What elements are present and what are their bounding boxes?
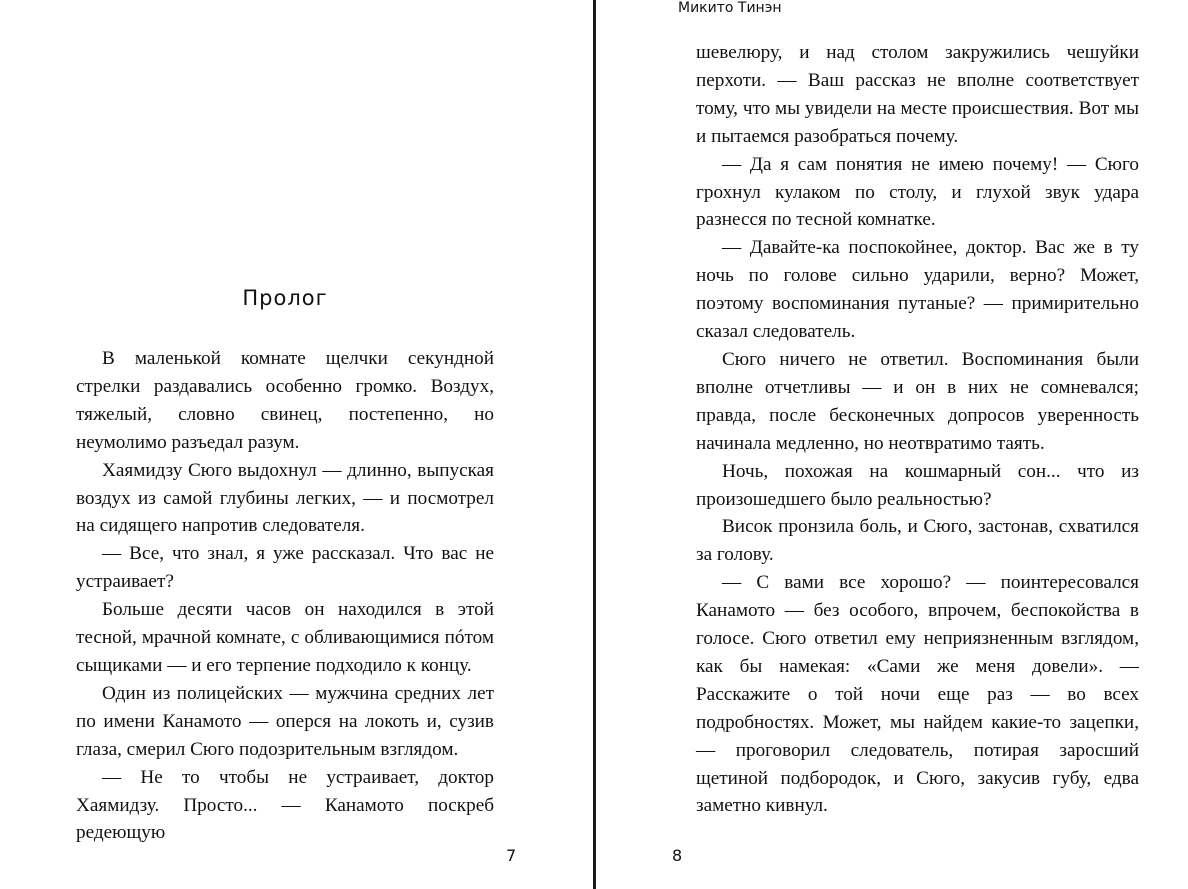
paragraph: — Все, что знал, я уже рассказал. Что вас не устраивает? <box>76 543 494 593</box>
paragraph: Больше десяти часов он находился в этой тесной, мрачной комнате, с обливающимися пóтом сыщиками — и его терпение подходило к концу. <box>76 599 494 676</box>
chapter-title: Пролог <box>242 286 328 310</box>
paragraph: Ночь, похожая на кошмарный сон... что из произошедшего было реальностью? <box>696 460 1139 510</box>
paragraph: Один из полицейских — мужчина средних лет по имени Канамото — оперся на локоть и, сузив глаза, смерил Сюго подозрительным взглядом. <box>76 682 494 760</box>
paragraph: В маленькой комнате щелчки секундной стрелки раздавались особенно громко. Воздух, тяжелый, словно свинец, постепенно, но неумолимо разъедал разум. <box>76 348 494 453</box>
left-page <box>0 0 593 889</box>
paragraph: — Давайте-ка поспокойнее, доктор. Вас же в ту ночь по голове сильно ударили, верно? Может, поэтому воспоминания путаные? — примирительно сказал следователь. <box>696 237 1139 343</box>
right-page <box>596 0 1188 889</box>
page-number: 8 <box>672 846 683 865</box>
paragraph: Хаямидзу Сюго выдохнул — длинно, выпуская воздух из самой глубины легких, — и посмотрел на сидящего напротив следователя. <box>76 459 494 537</box>
paragraph: — Не то чтобы не устраивает, доктор Хаямидзу. Просто... — Канамото поскреб редеющую <box>76 766 494 844</box>
right-body-text <box>696 39 1139 820</box>
left-body-text <box>76 345 494 847</box>
running-head: Микито Тинэн <box>678 0 782 16</box>
page-number: 7 <box>506 846 517 865</box>
paragraph: Сюго ничего не ответил. Воспоминания были вполне отчетливы — и он в них не сомневался; правда, после бесконечных допросов уверенность начинала медленно, но неотвратимо таять. <box>696 348 1139 454</box>
paragraph: шевелюру, и над столом закружились чешуйки перхоти. — Ваш рассказ не вполне соответствует тому, что мы увидели на месте происшествия. Вот мы и пытаемся разобраться почему. <box>696 42 1139 147</box>
paragraph: — Да я сам понятия не имею почему! — Сюго грохнул кулаком по столу, и глухой звук удара разнесся по тесной комнатке. <box>696 153 1139 231</box>
paragraph: Висок пронзила боль, и Сюго, застонав, схватился за голову. <box>696 516 1139 566</box>
paragraph: — С вами все хорошо? — поинтересовался Канамото — без особого, впрочем, беспокойства в голосе. Сюго ответил ему неприязненным взглядом, как бы намекая: «Сами же меня довели». — Расскажите о той ночи еще раз — во всех подробностях. Может, мы найдем какие-то зацепки, — проговорил следователь, потирая заросший щетиной подбородок, и Сюго, закусив губу, едва заметно кивнул. <box>696 572 1139 817</box>
